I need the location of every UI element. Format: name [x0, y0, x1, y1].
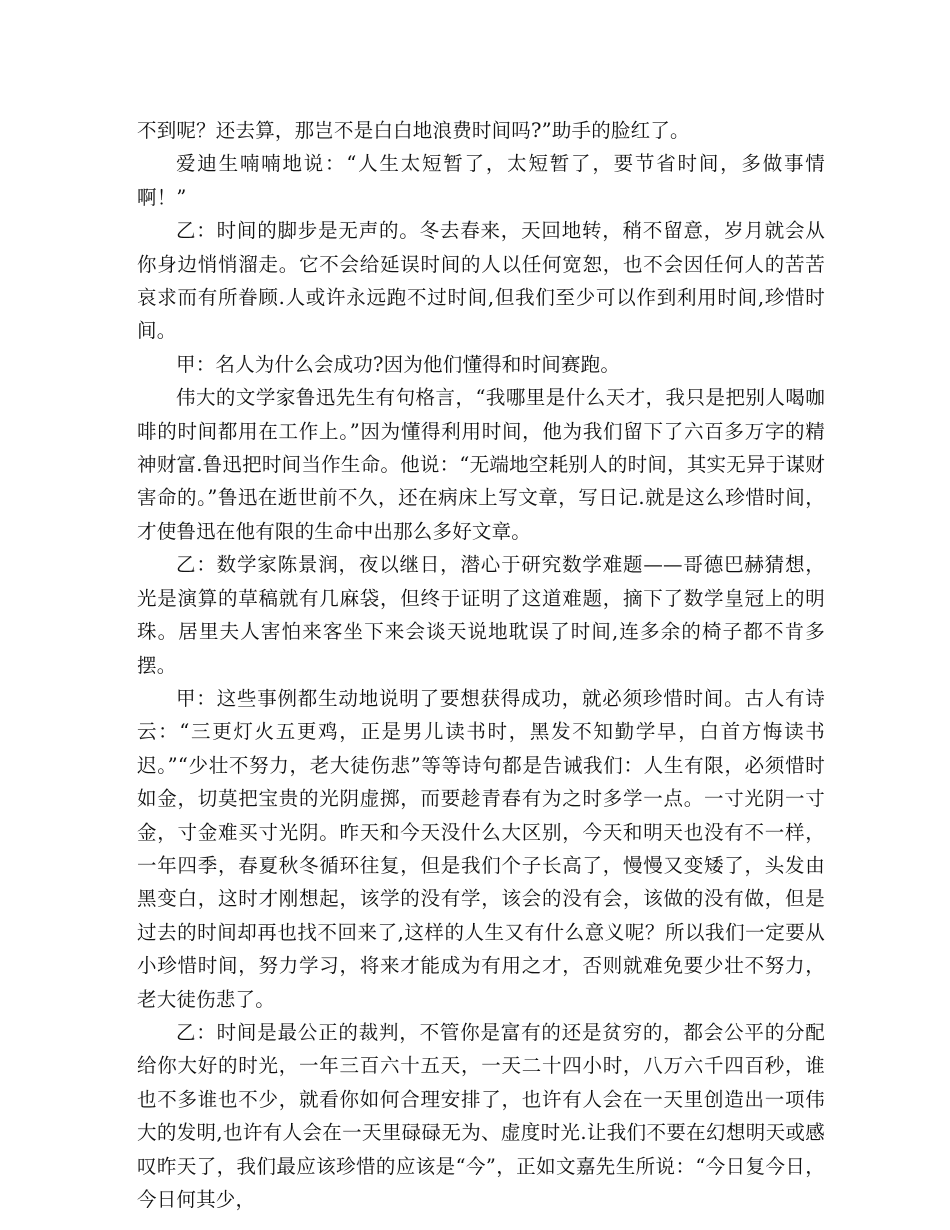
paragraph: 甲：名人为什么会成功?因为他们懂得和时间赛跑。: [176, 352, 621, 376]
paragraph: 甲：这些事例都生动地说明了要想获得成功，就必须珍惜时间。古人有诗云：“三更灯火五更鸡，正是男儿读书时，黑发不知勤学早，白首方悔读书迟。”“少壮不努力，老大徒伤悲”等等诗句都是告诫我们：人生有限，必须惜时如金，切莫把宝贵的光阴虚掷，而要趁青春有为之时多学一点。一寸光阴一寸金，寸金难买寸光阴。昨天和今天没什么大区别，今天和明天也没有不一样，一年四季，春夏秋冬循环往复，但是我们个子长高了，慢慢又变矮了，头发由黑变白，这时才刚想起，该学的没有学，该会的没有会，该做的没有做，但是过去的时间却再也找不回来了,这样的人生又有什么意义呢？所以我们一定要从小珍惜时间，努力学习，将来才能成为有用之才，否则就难免要少壮不努力，老大徒伤悲了。: [137, 686, 825, 1011]
paragraph: 伟大的文学家鲁迅先生有句格言，“我哪里是什么天才，我只是把别人喝咖啡的时间都用在工作上。”因为懂得利用时间，他为我们留下了六百多万字的精神财富.鲁迅把时间当作生命。他说：“无端地空耗别人的时间，其实无异于谋财害命的。”鲁迅在逝世前不久，还在病床上写文章，写日记.就是这么珍惜时间，才使鲁迅在他有限的生命中出那么多好文章。: [137, 386, 825, 543]
paragraph: 乙：时间的脚步是无声的。冬去春来，天回地转，稍不留意，岁月就会从你身边悄悄溜走。它不会给延误时间的人以任何宽恕，也不会因任何人的苦苦哀求而有所眷顾.人或许永远跑不过时间,但我们至少可以作到利用时间,珍惜时间。: [137, 219, 825, 343]
document-body: [137, 114, 825, 1216]
paragraph: 乙：数学家陈景润，夜以继日，潜心于研究数学难题——哥德巴赫猜想，光是演算的草稿就有几麻袋，但终于证明了这道难题，摘下了数学皇冠上的明珠。居里夫人害怕来客坐下来会谈天说地耽误了时间,连多余的椅子都不肯多摆。: [137, 553, 825, 677]
paragraph: 乙：时间是最公正的裁判，不管你是富有的还是贫穷的，都会公平的分配给你大好的时光，一年三百六十五天，一天二十四小时，八万六千四百秒，谁也不多谁也不少，就看你如何合理安排了，也许有人会在一天里创造出一项伟大的发明,也许有人会在一天里碌碌无为、虚度时光.让我们不要在幻想明天或感叹昨天了，我们最应该珍惜的应该是“今”，正如文嘉先生所说：“今日复今日，今日何其少，: [137, 1020, 825, 1211]
paragraph: 不到呢？还去算，那岂不是白白地浪费时间吗?”助手的脸红了。: [137, 119, 690, 142]
paragraph: 爱迪生喃喃地说：“人生太短暂了，太短暂了，要节省时间，多做事情啊！”: [137, 152, 825, 209]
